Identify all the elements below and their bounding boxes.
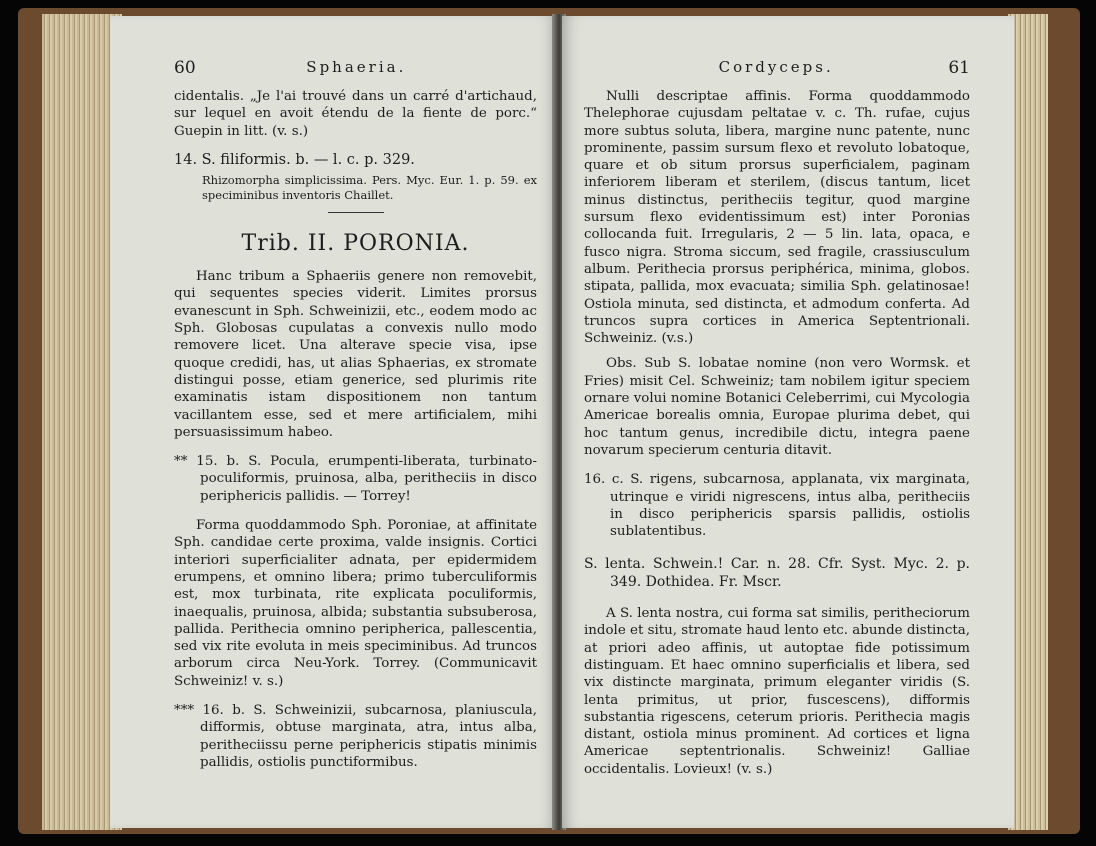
left-page-content	[174, 58, 537, 771]
observation-paragraph: Obs. Sub S. lobatae nomine (non vero Wormsk. et Fries) misit Cel. Schweiniz; tam nobilem igitur speciem ornare volui nomine Botanici Celeberrimi, cui Mycologia Americae borealis omnia, Europae plurima debet, qui hoc tantum genus, incredibile dictu, integra paene novarum specierum centuria ditavit.	[584, 356, 970, 458]
page-number-right: 61	[948, 58, 970, 78]
left-page	[110, 16, 557, 828]
paragraph: cidentalis. „Je l'ai trouvé dans un carré d'artichaud, sur lequel en avoit étendu de la fiente de porc.“ Guepin in litt. (v. s.)	[174, 89, 537, 139]
paragraph: A S. lenta nostra, cui forma sat similis, peritheciorum indole et situ, stromate haud lento etc. abunde distincta, at priori adeo affinis, ut autoptae fide potissimum distinguam. Et haec omnino superficialis et libera, sed vix distincte marginata, primum eleganter viridis (S. lenta primitus, ut prior, fuscescens), difformis substantia rigescens, ceterum prioris. Perithecia magis distant, ostiola minus prominent. Ad cortices et ligna Americae septentrionalis. Schweiniz! Galliae occidentalis. Lovieux! (v. s.)	[584, 606, 970, 777]
species-entry: *** 16. b. S. Schweinizii, subcarnosa, planiuscula, difformis, obtuse marginata, atra, intus alba, peritheciissu perne periphericis stipatis minimis pallidis, ostiolis punctiformibus.	[174, 703, 537, 770]
right-page-content	[584, 58, 970, 778]
right-page	[562, 16, 1014, 828]
page-edges-right	[1008, 14, 1048, 830]
page-number-left: 60	[174, 58, 196, 78]
species-entry: ** 15. b. S. Pocula, erumpenti-liberata, turbinato-poculiformis, pruinosa, alba, peritheciis in disco periphericis pallidis. — Torrey!	[174, 454, 537, 504]
paragraph: Nulli descriptae affinis. Forma quoddammodo Thelephorae cujusdam peltatae v. c. Th. rufae, cujus more subtus soluta, libera, margine nunc patente, nunc prominente, passim sursum flexo et revoluto lobatoque, quare et ob situm prorsus superficialem, paginam inferiorem liberam et sterilem, (discus tantum, licet minus distinctus, peritheciis tegitur, quod margine sursum flexo evidentissimum est) inter Poronias collocanda fuit. Irregularis, 2 — 5 lin. lata, opaca, e fusco nigra. Stroma siccum, sed fragile, crassiusculum album. Perithecia prorsus periphérica, minima, globos. stipata, pallida, mox evacuata; similia Sph. gelatinosae! Ostiola minuta, sed distincta, et admodum conferta. Ad truncos supra cortices in America Septentrionali. Schweiniz. (v.s.)	[584, 89, 970, 347]
divider-rule	[328, 212, 384, 213]
right-running-head	[584, 58, 970, 78]
synonym-note: Rhizomorpha simplicissima. Pers. Myc. Eur. 1. p. 59. ex speciminibus inventoris Chaillet.	[202, 173, 537, 202]
left-running-head	[174, 58, 537, 78]
running-title-left: Sphaeria.	[306, 58, 407, 76]
paragraph: Hanc tribum a Sphaeriis genere non removebit, qui sequentes species viderit. Limites prorsus evanescunt in Sph. Schweinizii, etc., eodem modo ac Sph. Globosas cupulatas a convexis nullo modo removere licet. Una alterave specie visa, ipse quoque credidi, has, ut alias Sphaerias, ex stromate distingui posse, etiam generice, sed plurimis rite examinatis istam dispositionem non tantum vacillantem esse, sed et mere artificialem, mihi persuasissimum habeo.	[174, 269, 537, 440]
species-entry: S. lenta. Schwein.! Car. n. 28. Cfr. Syst. Myc. 2. p. 349. Dothidea. Fr. Mscr.	[584, 556, 970, 590]
species-entry: 16. c. S. rigens, subcarnosa, applanata, vix marginata, utrinque e viridi nigrescens, intus alba, peritheciis in disco periphericis sparsis pallidis, ostiolis sublatentibus.	[584, 472, 970, 540]
running-title-right: Cordyceps.	[718, 58, 834, 76]
paragraph: Forma quoddammodo Sph. Poroniae, at affinitate Sph. candidae certe proxima, valde insignis. Cortici interiori superficialiter adnata, per epidermidem erumpens, et omnino libera; primo tuberculiformis est, mox turbinata, rite explicata poculiformis, inaequalis, pruinosa, albida; substantia subsuberosa, pallida. Perithecia omnino peripherica, pallescentia, sed vix rite evoluta in meis speciminibus. Ad truncos arborum circa Neu-York. Torrey. (Communicavit Schweiniz! v. s.)	[174, 518, 537, 689]
tribe-heading: Trib. II. PORONIA.	[241, 231, 470, 257]
species-entry: 14. S. filiformis. b. — l. c. p. 329.	[174, 151, 415, 168]
